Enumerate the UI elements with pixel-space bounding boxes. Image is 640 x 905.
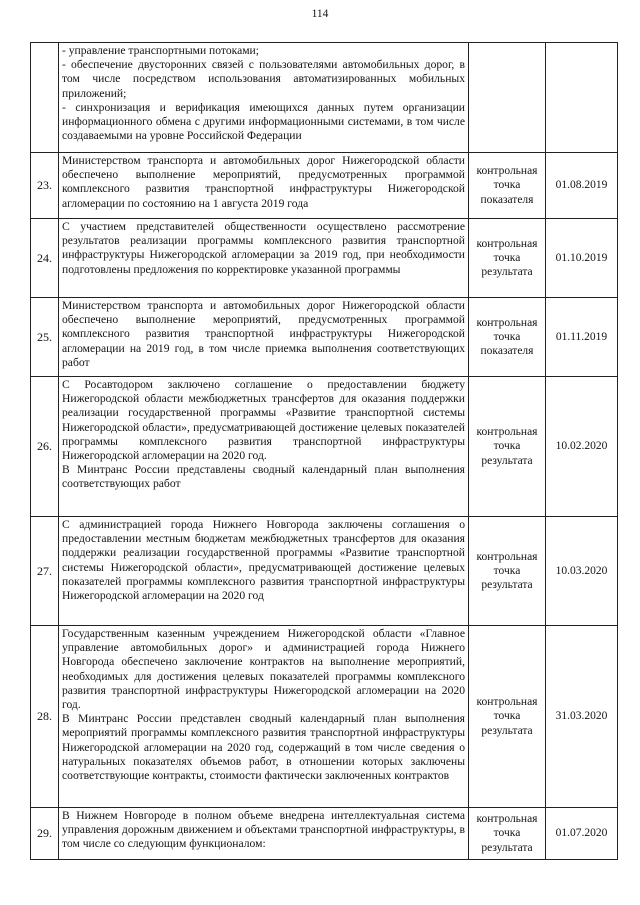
description-paragraph: С участием представителей общественности осуществлено рассмотрение результатов реализации программы комплексного развития транспортной инфраструктуры Нижегородской агломерации за 2019 год, при необходимости подготовлены предложения по корректировке указанной программы [62, 220, 465, 276]
table-row [31, 517, 618, 626]
description-paragraph: В Минтранс России представлены сводный календарный план выполнения соответствующих работ [62, 463, 465, 491]
row-type: контрольная точка результата [469, 808, 546, 860]
table-row [31, 808, 618, 860]
row-number: 26. [31, 377, 59, 517]
row-description [59, 377, 469, 517]
row-type: контрольная точка результата [469, 219, 546, 298]
description-paragraph: С администрацией города Нижнего Новгорода заключены соглашения о предоставлении местным бюджетам межбюджетных трансфертов для оказания поддержки реализации государственной программы «Развитие транспортной системы Нижегородской области», предусматривающей достижение целевых показателей программы комплексного развития транспортной инфраструктуры Нижегородской агломерации на 2020 год [62, 518, 465, 603]
description-paragraph: - обеспечение двусторонних связей с пользователями автомобильных дорог, в том числе посредством использования автоматизированных мобильных приложений; [62, 58, 465, 100]
description-paragraph: - синхронизация и верификация имеющихся данных путем организации информационного обмена с другими информационными системами, в том числе создаваемыми на уровне Российской Федерации [62, 100, 465, 143]
control-points-table [30, 42, 618, 860]
row-date: 10.02.2020 [546, 377, 618, 517]
table-row [31, 298, 618, 377]
row-description [59, 298, 469, 377]
description-paragraph: Государственным казенным учреждением Нижегородской области «Главное управление автомобильных дорог» и администрацией города Нижнего Новгорода обеспечено заключение контрактов на выполнение мероприятий, необходимых для достижения целевых показателей программы комплексного развития транспортной инфраструктуры Нижегородской агломерации на 2020 год. [62, 627, 465, 712]
row-description [59, 43, 469, 153]
description-paragraph: С Росавтодором заключено соглашение о предоставлении бюджету Нижегородской области межбюджетных трансфертов для оказания поддержки реализации государственной программы «Развитие транспортной системы Нижегородской области», предусматривающей достижение целевых показателей программы комплексного развития транспортной инфраструктуры Нижегородской агломерации на 2020 год. [62, 378, 465, 463]
table-row [31, 626, 618, 808]
row-date: 01.10.2019 [546, 219, 618, 298]
description-paragraph: - управление транспортными потоками; [62, 44, 259, 57]
row-type: контрольная точка результата [469, 377, 546, 517]
row-description [59, 153, 469, 219]
row-date: 01.11.2019 [546, 298, 618, 377]
row-number: 24. [31, 219, 59, 298]
row-number: 29. [31, 808, 59, 860]
row-number: 27. [31, 517, 59, 626]
row-description [59, 808, 469, 860]
row-date: 31.03.2020 [546, 626, 618, 808]
row-description [59, 517, 469, 626]
row-type: контрольная точка результата [469, 517, 546, 626]
description-paragraph: Министерством транспорта и автомобильных дорог Нижегородской области обеспечено выполнение мероприятий, предусмотренных программой комплексного развития транспортной инфраструктуры Нижегородской агломерации на 2019 год, в том числе приемка выполнения соответствующих работ [62, 299, 465, 369]
description-paragraph: В Минтранс России представлен сводный календарный план выполнения мероприятий программы комплексного развития транспортной инфраструктуры Нижегородской агломерации на 2020 год, содержащий в том числе сведения о натуральных показателях объемов работ, в отношении которых заключены соответствующие контракты, стоимости фактически заключенных контрактов [62, 712, 465, 783]
table-row [31, 153, 618, 219]
row-type: контрольная точка показателя [469, 153, 546, 219]
description-paragraph: Министерством транспорта и автомобильных дорог Нижегородской области обеспечено выполнение мероприятий, предусмотренных программой комплексного развития транспортной инфраструктуры Нижегородской агломерации по состоянию на 1 августа 2019 года [62, 154, 465, 210]
description-paragraph: В Нижнем Новгороде в полном объеме внедрена интеллектуальная система управления дорожным движением и объектами транспортной инфраструктуры, в том числе со следующим функционалом: [62, 809, 465, 851]
row-description [59, 626, 469, 808]
row-number: 23. [31, 153, 59, 219]
row-date: 01.08.2019 [546, 153, 618, 219]
table-row [31, 377, 618, 517]
row-number [31, 43, 59, 153]
row-date: 01.07.2020 [546, 808, 618, 860]
page-number: 114 [311, 8, 329, 20]
row-date: 10.03.2020 [546, 517, 618, 626]
row-type [469, 43, 546, 153]
row-type: контрольная точка показателя [469, 298, 546, 377]
row-number: 28. [31, 626, 59, 808]
row-description [59, 219, 469, 298]
row-type: контрольная точка результата [469, 626, 546, 808]
table-row [31, 219, 618, 298]
row-date [546, 43, 618, 153]
table-row [31, 43, 618, 153]
row-number: 25. [31, 298, 59, 377]
